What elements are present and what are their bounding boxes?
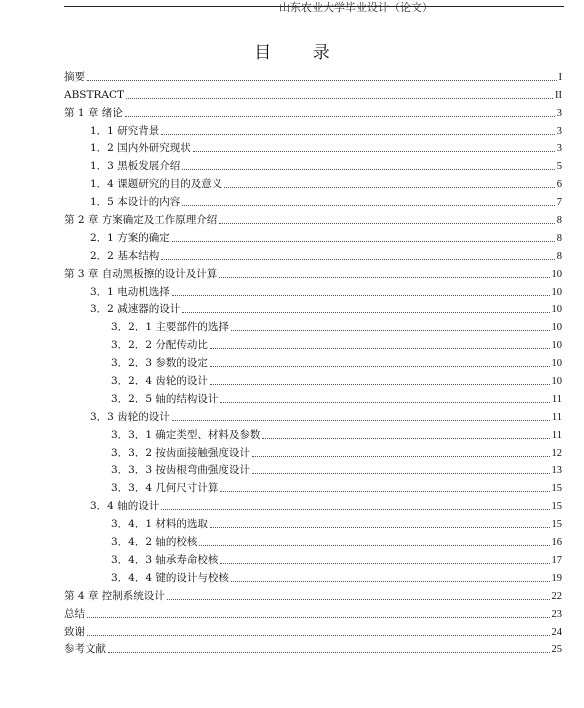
toc-entry[interactable] xyxy=(64,191,562,209)
toc-entry-label: 1．4 课题研究的目的及意义 xyxy=(90,178,223,191)
toc-entry-label: 3．2．3 参数的设定 xyxy=(111,357,208,370)
toc-entry-label: 摘要 xyxy=(64,70,85,83)
toc-entry[interactable] xyxy=(64,138,562,156)
toc-entry[interactable] xyxy=(64,245,562,263)
dot-leader xyxy=(210,384,550,385)
table-of-contents xyxy=(64,66,562,656)
toc-entry-label: 3．4 轴的设计 xyxy=(90,500,160,513)
dot-leader xyxy=(126,98,553,99)
toc-entry-page-number: 10 xyxy=(551,268,562,280)
toc-entry-label: 1．1 研究背景 xyxy=(90,124,160,137)
toc-entry-page-number: 10 xyxy=(551,340,562,352)
toc-entry[interactable] xyxy=(64,495,562,513)
toc-entry[interactable] xyxy=(64,173,562,191)
dot-leader xyxy=(199,545,549,546)
toc-entry-label: 参考文献 xyxy=(64,643,106,656)
toc-entry[interactable] xyxy=(64,334,562,352)
toc-entry-page-number: 12 xyxy=(551,447,562,459)
toc-entry-label: 3．2．2 分配传动比 xyxy=(111,339,208,352)
toc-entry-page-number: 25 xyxy=(551,644,562,656)
toc-entry-page-number: 6 xyxy=(556,179,562,191)
page-header-rule xyxy=(64,1,564,14)
toc-entry-label: 3．2 减速器的设计 xyxy=(90,303,181,316)
toc-entry-page-number: 10 xyxy=(551,286,562,298)
toc-entry-page-number: 19 xyxy=(551,572,562,584)
toc-entry-page-number: 23 xyxy=(551,608,562,620)
toc-entry-label: 3．3．1 确定类型、材料及参数 xyxy=(111,428,261,441)
toc-entry-page-number: 11 xyxy=(551,411,562,423)
dot-leader xyxy=(87,635,550,636)
dot-leader xyxy=(252,473,550,474)
toc-entry-label: 1．5 本设计的内容 xyxy=(90,196,181,209)
toc-entry[interactable] xyxy=(64,567,562,585)
toc-entry-page-number: 24 xyxy=(551,626,562,638)
toc-entry-label: 2．2 基本结构 xyxy=(90,249,160,262)
toc-entry-label: 3．3．4 几何尺寸计算 xyxy=(111,482,219,495)
toc-entry-page-number: 22 xyxy=(551,590,562,602)
toc-entry-page-number: II xyxy=(555,89,562,101)
toc-entry-label: 总结 xyxy=(64,607,85,620)
toc-entry-page-number: 11 xyxy=(551,429,562,441)
dot-leader xyxy=(182,312,549,313)
toc-entry-label: 3．2．4 齿轮的设计 xyxy=(111,375,208,388)
dot-leader xyxy=(210,348,550,349)
toc-entry[interactable] xyxy=(64,477,562,495)
toc-entry-label: 3．2．5 轴的结构设计 xyxy=(111,392,219,405)
dot-leader xyxy=(87,80,557,81)
toc-entry[interactable] xyxy=(64,549,562,567)
toc-entry-label: 第 4 章 控制系统设计 xyxy=(64,589,165,602)
dot-leader xyxy=(252,456,550,457)
toc-entry-page-number: 15 xyxy=(551,483,562,495)
dot-leader xyxy=(210,366,550,367)
toc-entry-page-number: 8 xyxy=(556,232,562,244)
toc-entry[interactable] xyxy=(64,120,562,138)
toc-entry-label: ABSTRACT xyxy=(64,88,125,101)
dot-leader xyxy=(262,438,549,439)
toc-entry-page-number: 5 xyxy=(556,161,562,173)
toc-entry[interactable] xyxy=(64,263,562,281)
toc-entry-label: 3．3．3 按齿根弯曲强度设计 xyxy=(111,464,250,477)
toc-entry-page-number: I xyxy=(558,71,562,83)
toc-entry[interactable] xyxy=(64,155,562,173)
dot-leader xyxy=(161,509,549,510)
page-header-text: 山东农业大学毕业设计（论文） xyxy=(279,1,433,14)
toc-entry-page-number: 15 xyxy=(551,501,562,513)
toc-entry[interactable] xyxy=(64,442,562,460)
dot-leader xyxy=(172,241,555,242)
toc-entry-label: 3．3．2 按齿面接触强度设计 xyxy=(111,446,250,459)
toc-entry-page-number: 16 xyxy=(551,537,562,549)
toc-entry-label: 3．2．1 主要部件的选择 xyxy=(111,321,229,334)
toc-entry-label: 第 3 章 自动黑板擦的设计及计算 xyxy=(64,267,218,280)
dot-leader xyxy=(182,169,555,170)
dot-leader xyxy=(87,617,550,618)
toc-entry-label: 3．4．2 轴的校核 xyxy=(111,536,198,549)
toc-entry-page-number: 10 xyxy=(551,358,562,370)
toc-entry-label: 3．4．4 键的设计与校核 xyxy=(111,571,229,584)
toc-entry[interactable] xyxy=(64,406,562,424)
toc-entry[interactable] xyxy=(64,281,562,299)
toc-entry[interactable] xyxy=(64,621,562,639)
toc-entry-page-number: 11 xyxy=(551,393,562,405)
dot-leader xyxy=(219,223,555,224)
toc-entry-page-number: 10 xyxy=(551,304,562,316)
toc-entry[interactable] xyxy=(64,209,562,227)
toc-entry[interactable] xyxy=(64,531,562,549)
dot-leader xyxy=(220,563,549,564)
toc-entry[interactable] xyxy=(64,84,562,102)
dot-leader xyxy=(231,330,550,331)
dot-leader xyxy=(161,259,555,260)
toc-entry-page-number: 10 xyxy=(551,322,562,334)
toc-entry-page-number: 13 xyxy=(551,465,562,477)
toc-entry-page-number: 7 xyxy=(556,197,562,209)
dot-leader xyxy=(182,205,555,206)
toc-entry[interactable] xyxy=(64,603,562,621)
dot-leader xyxy=(125,116,555,117)
dot-leader xyxy=(220,491,549,492)
dot-leader xyxy=(219,277,549,278)
dot-leader xyxy=(220,402,549,403)
toc-entry-label: 第 1 章 绪论 xyxy=(64,106,123,119)
toc-entry-label: 3．4．3 轴承寿命校核 xyxy=(111,553,219,566)
toc-entry-page-number: 8 xyxy=(556,250,562,262)
toc-entry[interactable] xyxy=(64,388,562,406)
toc-entry[interactable] xyxy=(64,424,562,442)
toc-entry[interactable] xyxy=(64,316,562,334)
toc-entry[interactable] xyxy=(64,227,562,245)
toc-entry-page-number: 10 xyxy=(551,376,562,388)
dot-leader xyxy=(231,581,550,582)
dot-leader xyxy=(172,420,550,421)
dot-leader xyxy=(172,295,550,296)
toc-entry-page-number: 3 xyxy=(556,143,562,155)
dot-leader xyxy=(167,599,550,600)
toc-entry[interactable] xyxy=(64,66,562,84)
toc-entry-label: 3．1 电动机选择 xyxy=(90,285,170,298)
toc-entry[interactable] xyxy=(64,460,562,478)
toc-entry-label: 致谢 xyxy=(64,625,85,638)
toc-entry-label: 第 2 章 方案确定及工作原理介绍 xyxy=(64,214,218,227)
toc-entry[interactable] xyxy=(64,102,562,120)
toc-entry-page-number: 17 xyxy=(551,554,562,566)
toc-entry-page-number: 3 xyxy=(556,107,562,119)
toc-entry-page-number: 3 xyxy=(556,125,562,137)
toc-entry[interactable] xyxy=(64,299,562,317)
dot-leader xyxy=(161,134,555,135)
toc-entry-page-number: 15 xyxy=(551,519,562,531)
toc-entry-label: 2．1 方案的确定 xyxy=(90,231,170,244)
toc-entry-label: 3．4．1 材料的选取 xyxy=(111,518,208,531)
dot-leader xyxy=(193,151,555,152)
toc-entry[interactable] xyxy=(64,513,562,531)
toc-entry[interactable] xyxy=(64,370,562,388)
toc-title: 目 录 xyxy=(254,43,348,63)
toc-entry-label: 1．3 黑板发展介绍 xyxy=(90,160,181,173)
dot-leader xyxy=(224,187,555,188)
toc-entry-label: 1．2 国内外研究现状 xyxy=(90,142,191,155)
toc-entry[interactable] xyxy=(64,639,562,657)
toc-entry-label: 3．3 齿轮的设计 xyxy=(90,410,170,423)
dot-leader xyxy=(108,652,550,653)
toc-entry[interactable] xyxy=(64,585,562,603)
dot-leader xyxy=(210,527,550,528)
toc-entry[interactable] xyxy=(64,352,562,370)
toc-entry-page-number: 8 xyxy=(556,215,562,227)
